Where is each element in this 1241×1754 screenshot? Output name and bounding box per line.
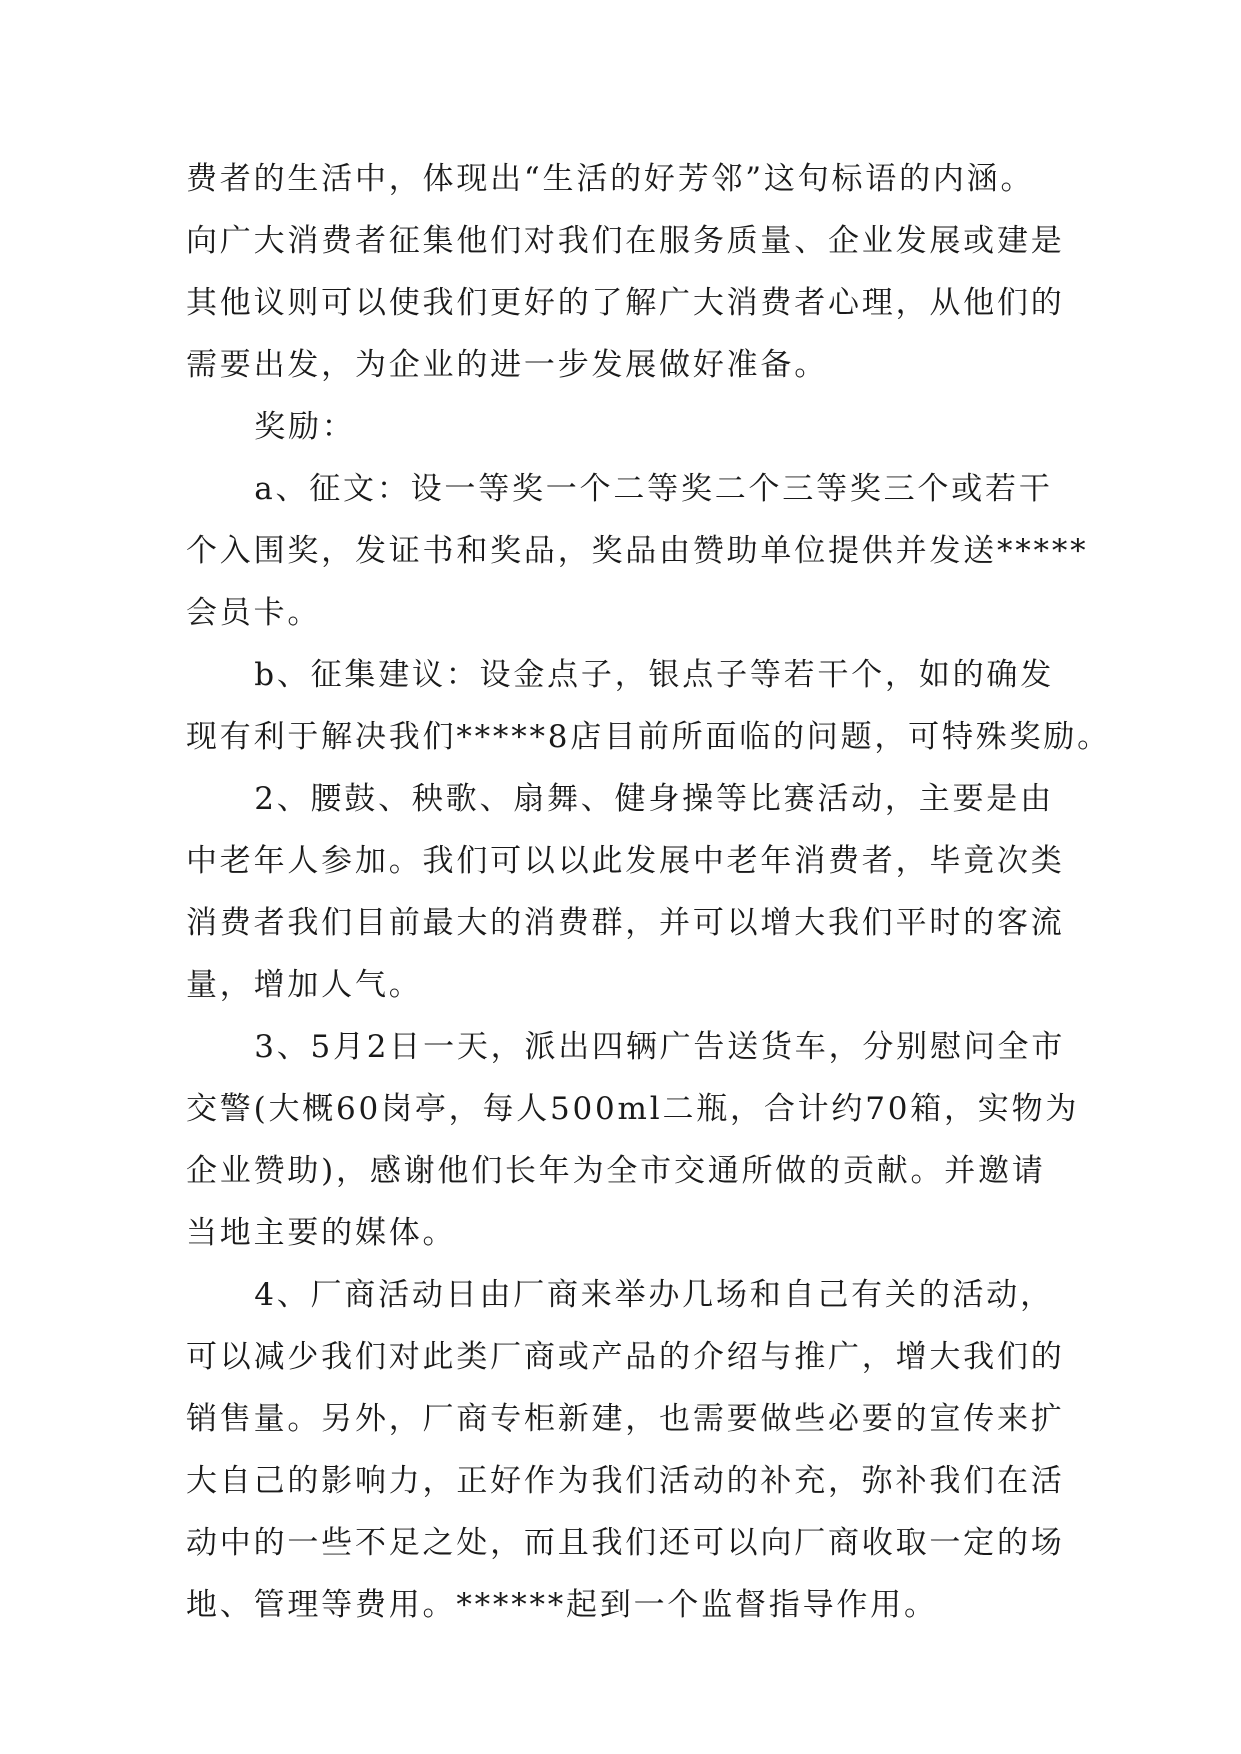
text-line: 向广大消费者征集他们对我们在服务质量、企业发展或建是 (186, 223, 1065, 259)
text-line: 大自己的影响力，正好作为我们活动的补充，弥补我们在活 (186, 1463, 1065, 1499)
text-line: 3、5月2日一天，派出四辆广告送货车，分别慰问全市 (254, 1029, 1066, 1065)
paragraph-reward-heading (186, 396, 1066, 458)
text-line: 会员卡。 (186, 595, 322, 631)
text-line: 中老年人参加。我们可以以此发展中老年消费者，毕竟次类 (186, 843, 1065, 879)
text-line: 量，增加人气。 (186, 967, 423, 1003)
paragraph-reward-suggestion (186, 644, 1111, 768)
document-body (186, 148, 1111, 1636)
text-line: 当地主要的媒体。 (186, 1215, 457, 1251)
text-line: 个入围奖，发证书和奖品，奖品由赞助单位提供并发送***** (186, 533, 1089, 569)
text-line: 交警(大概60岗亭，每人500ml二瓶，合计约70箱，实物为 (186, 1091, 1080, 1127)
paragraph-intro-continued (186, 148, 1066, 396)
text-line: 地、管理等费用。******起到一个监督指导作用。 (186, 1587, 938, 1623)
paragraph-item-4 (186, 1264, 1066, 1636)
text-line: 4、厂商活动日由厂商来举办几场和自己有关的活动， (254, 1277, 1054, 1313)
text-line: 企业赞助)，感谢他们长年为全市交通所做的贡献。并邀请 (186, 1153, 1046, 1189)
paragraph-item-3 (186, 1016, 1080, 1264)
text-line: 消费者我们目前最大的消费群，并可以增大我们平时的客流 (186, 905, 1065, 941)
section-heading: 奖励： (254, 409, 356, 445)
paragraph-item-2 (186, 768, 1066, 1016)
text-line: 费者的生活中，体现出“生活的好芳邻”这句标语的内涵。 (186, 161, 1035, 197)
text-line: 需要出发，为企业的进一步发展做好准备。 (186, 347, 829, 383)
text-line: 动中的一些不足之处，而且我们还可以向厂商收取一定的场 (186, 1525, 1065, 1561)
text-line: b、征集建议：设金点子，银点子等若干个，如的确发 (254, 657, 1054, 693)
text-line: a、征文：设一等奖一个二等奖二个三等奖三个或若干 (254, 471, 1053, 507)
text-line: 现有利于解决我们*****8店目前所面临的问题，可特殊奖励。 (186, 719, 1111, 755)
text-line: 其他议则可以使我们更好的了解广大消费者心理，从他们的 (186, 285, 1065, 321)
text-line: 2、腰鼓、秧歌、扇舞、健身操等比赛活动，主要是由 (254, 781, 1054, 817)
text-line: 销售量。另外，厂商专柜新建，也需要做些必要的宣传来扩 (186, 1401, 1065, 1437)
paragraph-reward-essay (186, 458, 1089, 644)
text-line: 可以减少我们对此类厂商或产品的介绍与推广，增大我们的 (186, 1339, 1065, 1375)
